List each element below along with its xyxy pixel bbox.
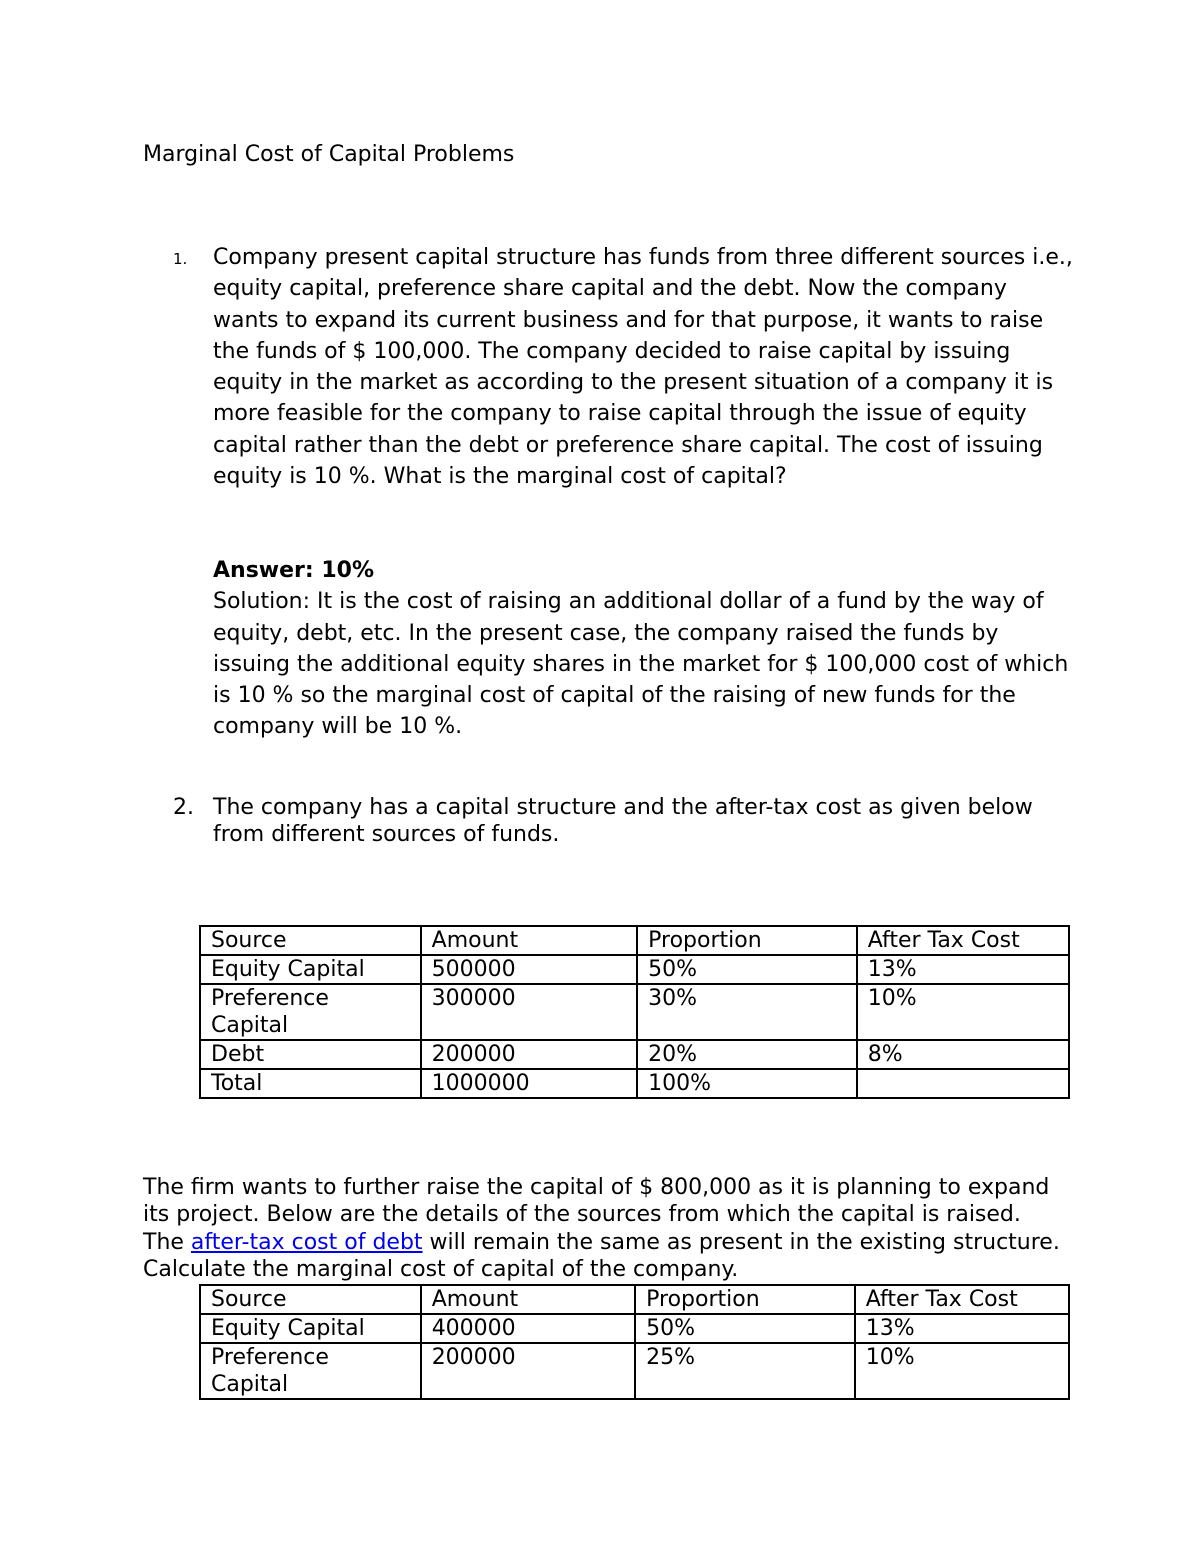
table-cell: 50% xyxy=(637,955,857,984)
problem-1 xyxy=(173,242,1073,492)
table-cell: 400000 xyxy=(421,1314,635,1343)
table-cell: 10% xyxy=(855,1343,1069,1399)
header-cell-amount: Amount xyxy=(421,926,637,955)
table-cell: 10% xyxy=(857,984,1069,1040)
table-cell: 20% xyxy=(637,1040,857,1069)
problem-1-answer xyxy=(213,555,1073,743)
table-row xyxy=(200,1343,1069,1399)
additional-capital-paragraph xyxy=(143,1174,1068,1283)
table-cell: Total xyxy=(200,1069,421,1098)
list-marker-2: 2. xyxy=(173,795,194,820)
header-cell-after-tax-cost: After Tax Cost xyxy=(855,1285,1069,1314)
table-row xyxy=(200,984,1069,1040)
table-cell: 1000000 xyxy=(421,1069,637,1098)
solution-text: Solution: It is the cost of raising an additional dollar of a fund by the way of equity, debt, etc. In the present case, the company raised the funds by issuing the additional equity shares in the market for $ 100,000 cost of which is 10 % so the marginal cost of capital of the raising of new funds for the company will be 10 %. xyxy=(213,589,1069,740)
table-cell: Equity Capital xyxy=(200,955,421,984)
table-cell: 200000 xyxy=(421,1343,635,1399)
paragraph-text-before-link: The firm wants to further raise the capital of $ 800,000 as it is planning to expand its project. Below are the details of the sources from which the capital is raised. The xyxy=(143,1175,1050,1255)
table-cell: Debt xyxy=(200,1040,421,1069)
table-row xyxy=(200,955,1069,984)
problem-1-text: Company present capital structure has funds from three different sources i.e., equity capital, preference share capital and the debt. Now the company wants to expand its current business and for that purpose, it wants to raise the funds of $ 100,000. The company decided to raise capital by issuing equity in the market as according to the present situation of a company it is more feasible for the company to raise capital through the issue of equity capital rather than the debt or preference share capital. The cost of issuing equity is 10 %. What is the marginal cost of capital? xyxy=(213,245,1073,490)
header-cell-proportion: Proportion xyxy=(637,926,857,955)
header-cell-proportion: Proportion xyxy=(635,1285,855,1314)
table-cell: 8% xyxy=(857,1040,1069,1069)
paragraph-text-after-link: will remain the same as present in the existing structure. Calculate the marginal cost of capital of the company. xyxy=(143,1229,1060,1282)
header-cell-amount: Amount xyxy=(421,1285,635,1314)
problem-2 xyxy=(173,794,1073,849)
capital-structure-table xyxy=(199,925,1070,1099)
table-cell: 500000 xyxy=(421,955,637,984)
table-cell: Equity Capital xyxy=(200,1314,421,1343)
table-cell: 25% xyxy=(635,1343,855,1399)
table-cell: 13% xyxy=(855,1314,1069,1343)
header-cell-after-tax-cost: After Tax Cost xyxy=(857,926,1069,955)
answer-label: Answer: 10% xyxy=(213,558,374,583)
table-cell: 300000 xyxy=(421,984,637,1040)
new-capital-table xyxy=(199,1284,1070,1400)
table-row xyxy=(200,1314,1069,1343)
table-header-row xyxy=(200,926,1069,955)
table-cell: Preference Capital xyxy=(200,984,421,1040)
table-row-total xyxy=(200,1069,1069,1098)
table-cell: 200000 xyxy=(421,1040,637,1069)
table-cell: 100% xyxy=(637,1069,857,1098)
document-title: Marginal Cost of Capital Problems xyxy=(143,142,515,167)
after-tax-cost-of-debt-link[interactable]: after-tax cost of debt xyxy=(190,1229,423,1255)
list-marker-1: 1. xyxy=(173,250,188,268)
problem-2-text: The company has a capital structure and the after-tax cost as given below from different sources of funds. xyxy=(213,795,1033,848)
table-cell xyxy=(857,1069,1069,1098)
table-cell: Preference Capital xyxy=(200,1343,421,1399)
table-cell: 50% xyxy=(635,1314,855,1343)
table-row xyxy=(200,1040,1069,1069)
table-cell: 30% xyxy=(637,984,857,1040)
table-header-row xyxy=(200,1285,1069,1314)
header-cell-source: Source xyxy=(200,926,421,955)
header-cell-source: Source xyxy=(200,1285,421,1314)
table-cell: 13% xyxy=(857,955,1069,984)
